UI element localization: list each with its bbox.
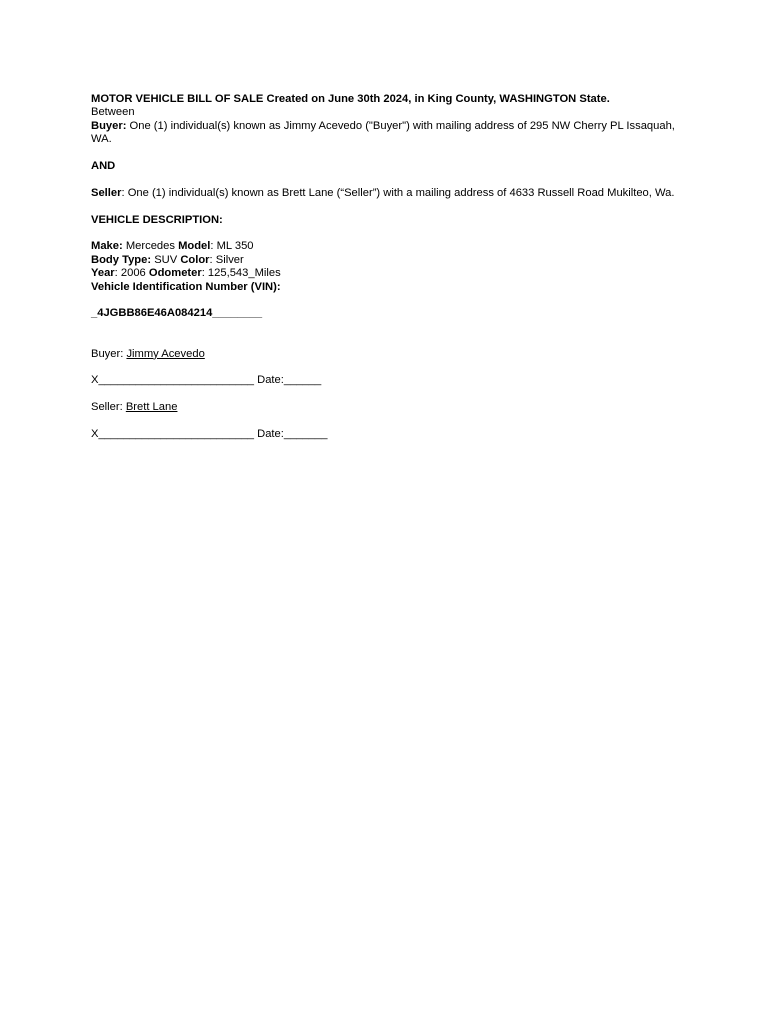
seller-clause-text: : One (1) individual(s) known as Brett Lane (“Seller”) with a mailing address of 4633 Russell Road Mukilteo, Wa. bbox=[121, 186, 675, 199]
body-color-line bbox=[91, 254, 681, 267]
year-odometer-line bbox=[91, 267, 681, 280]
and-label: AND bbox=[91, 160, 116, 173]
seller-signature-name-line bbox=[91, 401, 681, 414]
vehicle-description-heading: VEHICLE DESCRIPTION: bbox=[91, 213, 223, 226]
make-model-line bbox=[91, 240, 681, 253]
body-type-label: Body Type: bbox=[91, 253, 152, 266]
bill-of-sale-document bbox=[91, 93, 681, 441]
buyer-signature-name: Jimmy Acevedo bbox=[126, 347, 205, 360]
seller-clause bbox=[91, 187, 681, 200]
buyer-clause bbox=[91, 120, 681, 147]
vin-value: _4JGBB86E46A084214________ bbox=[91, 307, 263, 320]
vin-value-line bbox=[91, 307, 681, 320]
odometer-label: Odometer bbox=[148, 267, 202, 280]
vin-label: Vehicle Identification Number (VIN): bbox=[91, 280, 281, 293]
document-title: MOTOR VEHICLE BILL OF SALE Created on June 30th 2024, in King County, WASHINGTON State. bbox=[91, 93, 610, 105]
buyer-signature-label: Buyer: bbox=[91, 347, 127, 360]
buyer-signature-line: X_________________________ Date:______ bbox=[91, 374, 322, 387]
body-type-value: SUV bbox=[151, 253, 181, 266]
year-value: : 2006 bbox=[114, 267, 149, 280]
color-value: : Silver bbox=[209, 253, 244, 266]
year-label: Year bbox=[91, 267, 115, 280]
and-line bbox=[91, 160, 681, 173]
buyer-signature-name-line bbox=[91, 348, 681, 361]
vin-label-line bbox=[91, 281, 681, 294]
seller-signature-name: Brett Lane bbox=[125, 401, 178, 414]
seller-signature-line: X_________________________ Date:_______ bbox=[91, 428, 328, 440]
model-label: Model bbox=[178, 240, 211, 253]
buyer-clause-text: One (1) individual(s) known as Jimmy Acevedo ("Buyer") with mailing address of 295 NW Cherry PL Issaquah, WA. bbox=[91, 119, 675, 146]
document-title-line bbox=[91, 93, 681, 106]
model-value: : ML 350 bbox=[210, 240, 254, 253]
between-text: Between bbox=[91, 106, 135, 119]
buyer-label: Buyer: bbox=[91, 119, 127, 132]
color-label: Color bbox=[180, 253, 210, 266]
make-label: Make: bbox=[91, 240, 123, 253]
make-value: Mercedes bbox=[122, 240, 179, 253]
odometer-value: : 125,543_Miles bbox=[201, 267, 281, 280]
seller-signature-label: Seller: bbox=[91, 401, 126, 414]
vehicle-heading-line bbox=[91, 214, 681, 227]
seller-label: Seller bbox=[91, 186, 122, 199]
